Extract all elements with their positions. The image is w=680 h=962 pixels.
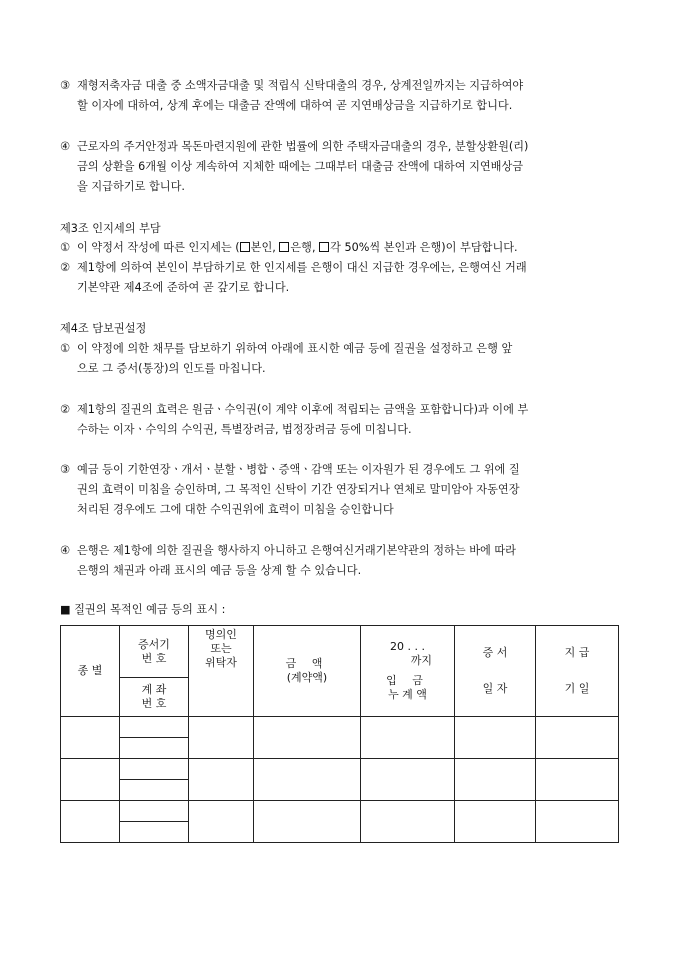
cell-account-no[interactable]: [120, 738, 189, 759]
header-cert-no: 증서기 번 호: [120, 626, 189, 678]
clause-line: 은행의 채권과 아래 표시의 예금 등을 상계 할 수 있습니다.: [77, 564, 362, 577]
cell-paid-total[interactable]: [361, 801, 455, 843]
article-4-title: 제4조 담보권설정: [60, 322, 147, 335]
clause-line: 할 이자에 대하여, 상계 후에는 대출금 잔액에 대하여 곧 지연배상금을 지급하기로 합니다.: [77, 99, 513, 112]
clause-3-top: [60, 76, 620, 116]
clause-line: 재형저축자금 대출 중 소액자금대출 및 적립식 신탁대출의 경우, 상계전일까지는 지급하여야: [77, 79, 524, 92]
clause-line: 권의 효력이 미침을 승인하며, 그 목적인 신탁이 기간 연장되거나 연체로 말미암아 자동연장: [77, 483, 520, 496]
article-3-title: 제3조 인지세의 부담: [60, 222, 161, 235]
cell-paid-total[interactable]: [361, 759, 455, 801]
clause-line: 은행은 제1항에 의한 질권을 행사하지 아니하고 은행여신거래기본약관의 정하는 바에 따라: [77, 544, 516, 557]
clause-line: 이 약정에 의한 채무를 담보하기 위하여 아래에 표시한 예금 등에 질권을 설정하고 은행 앞: [77, 342, 513, 355]
cell-amount[interactable]: [254, 759, 361, 801]
clause-line: 근로자의 주거안정과 목돈마련지원에 관한 법률에 의한 주택자금대출의 경우, 분할상환원(리): [77, 140, 529, 153]
article-3-clause-2: [60, 258, 620, 298]
cell-amount[interactable]: [254, 801, 361, 843]
checkbox-self[interactable]: [240, 242, 250, 252]
clause-number: ④: [60, 140, 71, 153]
clause-line: 을 지급하기로 합니다.: [77, 180, 185, 193]
stamp-tax-option-bank: 은행,: [290, 241, 320, 254]
stamp-tax-option-split: 각 50%씩 본인과 은행)이 부담합니다.: [330, 241, 518, 254]
cell-name[interactable]: [189, 717, 254, 759]
header-name: 명의인 또는 위탁자: [189, 626, 254, 717]
article-4-clause-1: [60, 339, 620, 379]
clause-number: ②: [60, 261, 71, 274]
header-type: 종 별: [61, 626, 120, 717]
clause-number: ③: [60, 79, 71, 92]
clause-line: 으로 그 증서(통장)의 인도를 마칩니다.: [77, 362, 266, 375]
clause-line: 예금 등이 기한연장ㆍ개서ㆍ분할ㆍ병합ㆍ증액ㆍ감액 또는 이자원가 된 경우에도 그 위에 질: [77, 463, 520, 476]
cell-cert-no[interactable]: [120, 717, 189, 738]
table-header-row: [61, 626, 619, 678]
clause-line: [77, 238, 620, 258]
checkbox-bank[interactable]: [279, 242, 289, 252]
clause-line: 처리된 경우에도 그에 대한 수익권위에 효력이 미침을 승인합니다: [77, 503, 394, 516]
clause-number: ①: [60, 241, 71, 254]
cell-cert-date[interactable]: [455, 801, 536, 843]
clause-line: 기본약관 제4조에 준하여 곧 갚기로 합니다.: [77, 281, 290, 294]
table-title: ■ 질권의 목적인 예금 등의 표시 :: [60, 603, 226, 616]
clause-line: 금의 상환을 6개월 이상 계속하여 지체한 때에는 그때부터 대출금 잔액에 대하여 지연배상금: [77, 160, 524, 173]
cell-account-no[interactable]: [120, 822, 189, 843]
table-row: [61, 717, 619, 738]
cell-name[interactable]: [189, 801, 254, 843]
clause-number: ③: [60, 463, 71, 476]
cell-due-date[interactable]: [536, 717, 619, 759]
stamp-tax-text-a: 이 약정서 작성에 따른 인지세는 (: [77, 241, 240, 254]
clause-number: ④: [60, 544, 71, 557]
cell-account-no[interactable]: [120, 780, 189, 801]
cell-due-date[interactable]: [536, 801, 619, 843]
article-4-clause-4: [60, 541, 620, 581]
checkbox-split[interactable]: [319, 242, 329, 252]
cell-cert-no[interactable]: [120, 801, 189, 822]
cell-cert-no[interactable]: [120, 759, 189, 780]
cell-due-date[interactable]: [536, 759, 619, 801]
header-account-no: 계 좌 번 호: [120, 678, 189, 717]
cell-cert-date[interactable]: [455, 717, 536, 759]
header-paid-total: 20 . . . 까지 입 금 누 계 액: [361, 626, 455, 717]
header-amount: 금 액 (계약액): [254, 626, 361, 717]
table-row: [61, 759, 619, 780]
clause-line: 제1항의 질권의 효력은 원금ㆍ수익권(이 계약 이후에 적립되는 금액을 포함합니다)과 이에 부: [77, 403, 529, 416]
clause-4-top: [60, 137, 620, 197]
cell-name[interactable]: [189, 759, 254, 801]
cell-amount[interactable]: [254, 717, 361, 759]
clause-line: 제1항에 의하여 본인이 부담하기로 한 인지세를 은행이 대신 지급한 경우에는, 은행여신 거래: [77, 261, 527, 274]
article-4-clause-2: [60, 400, 620, 440]
article-3-clause-1: [60, 238, 620, 258]
header-cert-date: 증 서 일 자: [455, 626, 536, 717]
clause-line: 수하는 이자ㆍ수익의 수익권, 특별장려금, 법정장려금 등에 미칩니다.: [77, 423, 412, 436]
deposit-table: [60, 625, 619, 843]
clause-number: ①: [60, 342, 71, 355]
cell-cert-date[interactable]: [455, 759, 536, 801]
header-due-date: 지 급 기 일: [536, 626, 619, 717]
article-4-clause-3: [60, 460, 620, 520]
clause-number: ②: [60, 403, 71, 416]
cell-type[interactable]: [61, 801, 120, 843]
cell-paid-total[interactable]: [361, 717, 455, 759]
cell-type[interactable]: [61, 759, 120, 801]
table-row: [61, 801, 619, 822]
stamp-tax-option-self: 본인,: [250, 241, 280, 254]
cell-type[interactable]: [61, 717, 120, 759]
